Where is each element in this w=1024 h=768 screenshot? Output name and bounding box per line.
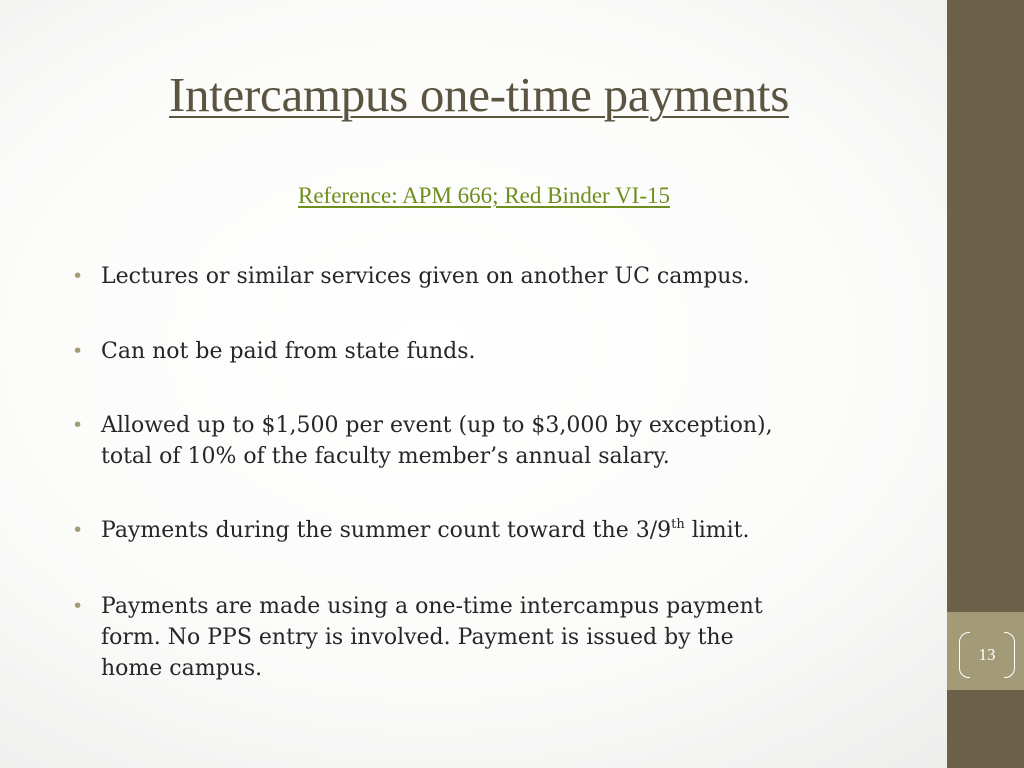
bullet-line: Payments are made using a one-time intercampus payment [101,594,763,619]
bullet-marker-icon: • [72,414,84,436]
bullet-line: Allowed up to $1,500 per event (up to $3,000 by exception), [101,413,773,438]
slide-title: Intercampus one-time payments [169,67,789,122]
page-number: 13 [978,645,996,664]
bullet-line: home campus. [101,656,263,681]
bullet-line: form. No PPS entry is involved. Payment is issued by the [101,625,734,650]
bullet-text-before: Payments during the summer count toward the 3/9 [101,518,672,543]
bullet-marker-icon: • [72,519,84,541]
reference-link[interactable]: Reference: APM 666; Red Binder VI-15 [298,183,670,208]
bullet-line: total of 10% of the faculty member’s annual salary. [101,444,670,469]
bullet-text: Can not be paid from state funds. [101,339,476,364]
bullet-text: Lectures or similar services given on another UC campus. [101,264,750,289]
bullet-marker-icon: • [72,340,84,362]
bullet-marker-icon: • [72,595,84,617]
bullet-text-after: limit. [684,518,750,543]
bullet-text [101,591,906,684]
bullet-marker-icon: • [72,265,84,287]
bullet-superscript: th [671,517,685,532]
bullet-text [101,515,906,546]
bullet-text [101,410,906,472]
